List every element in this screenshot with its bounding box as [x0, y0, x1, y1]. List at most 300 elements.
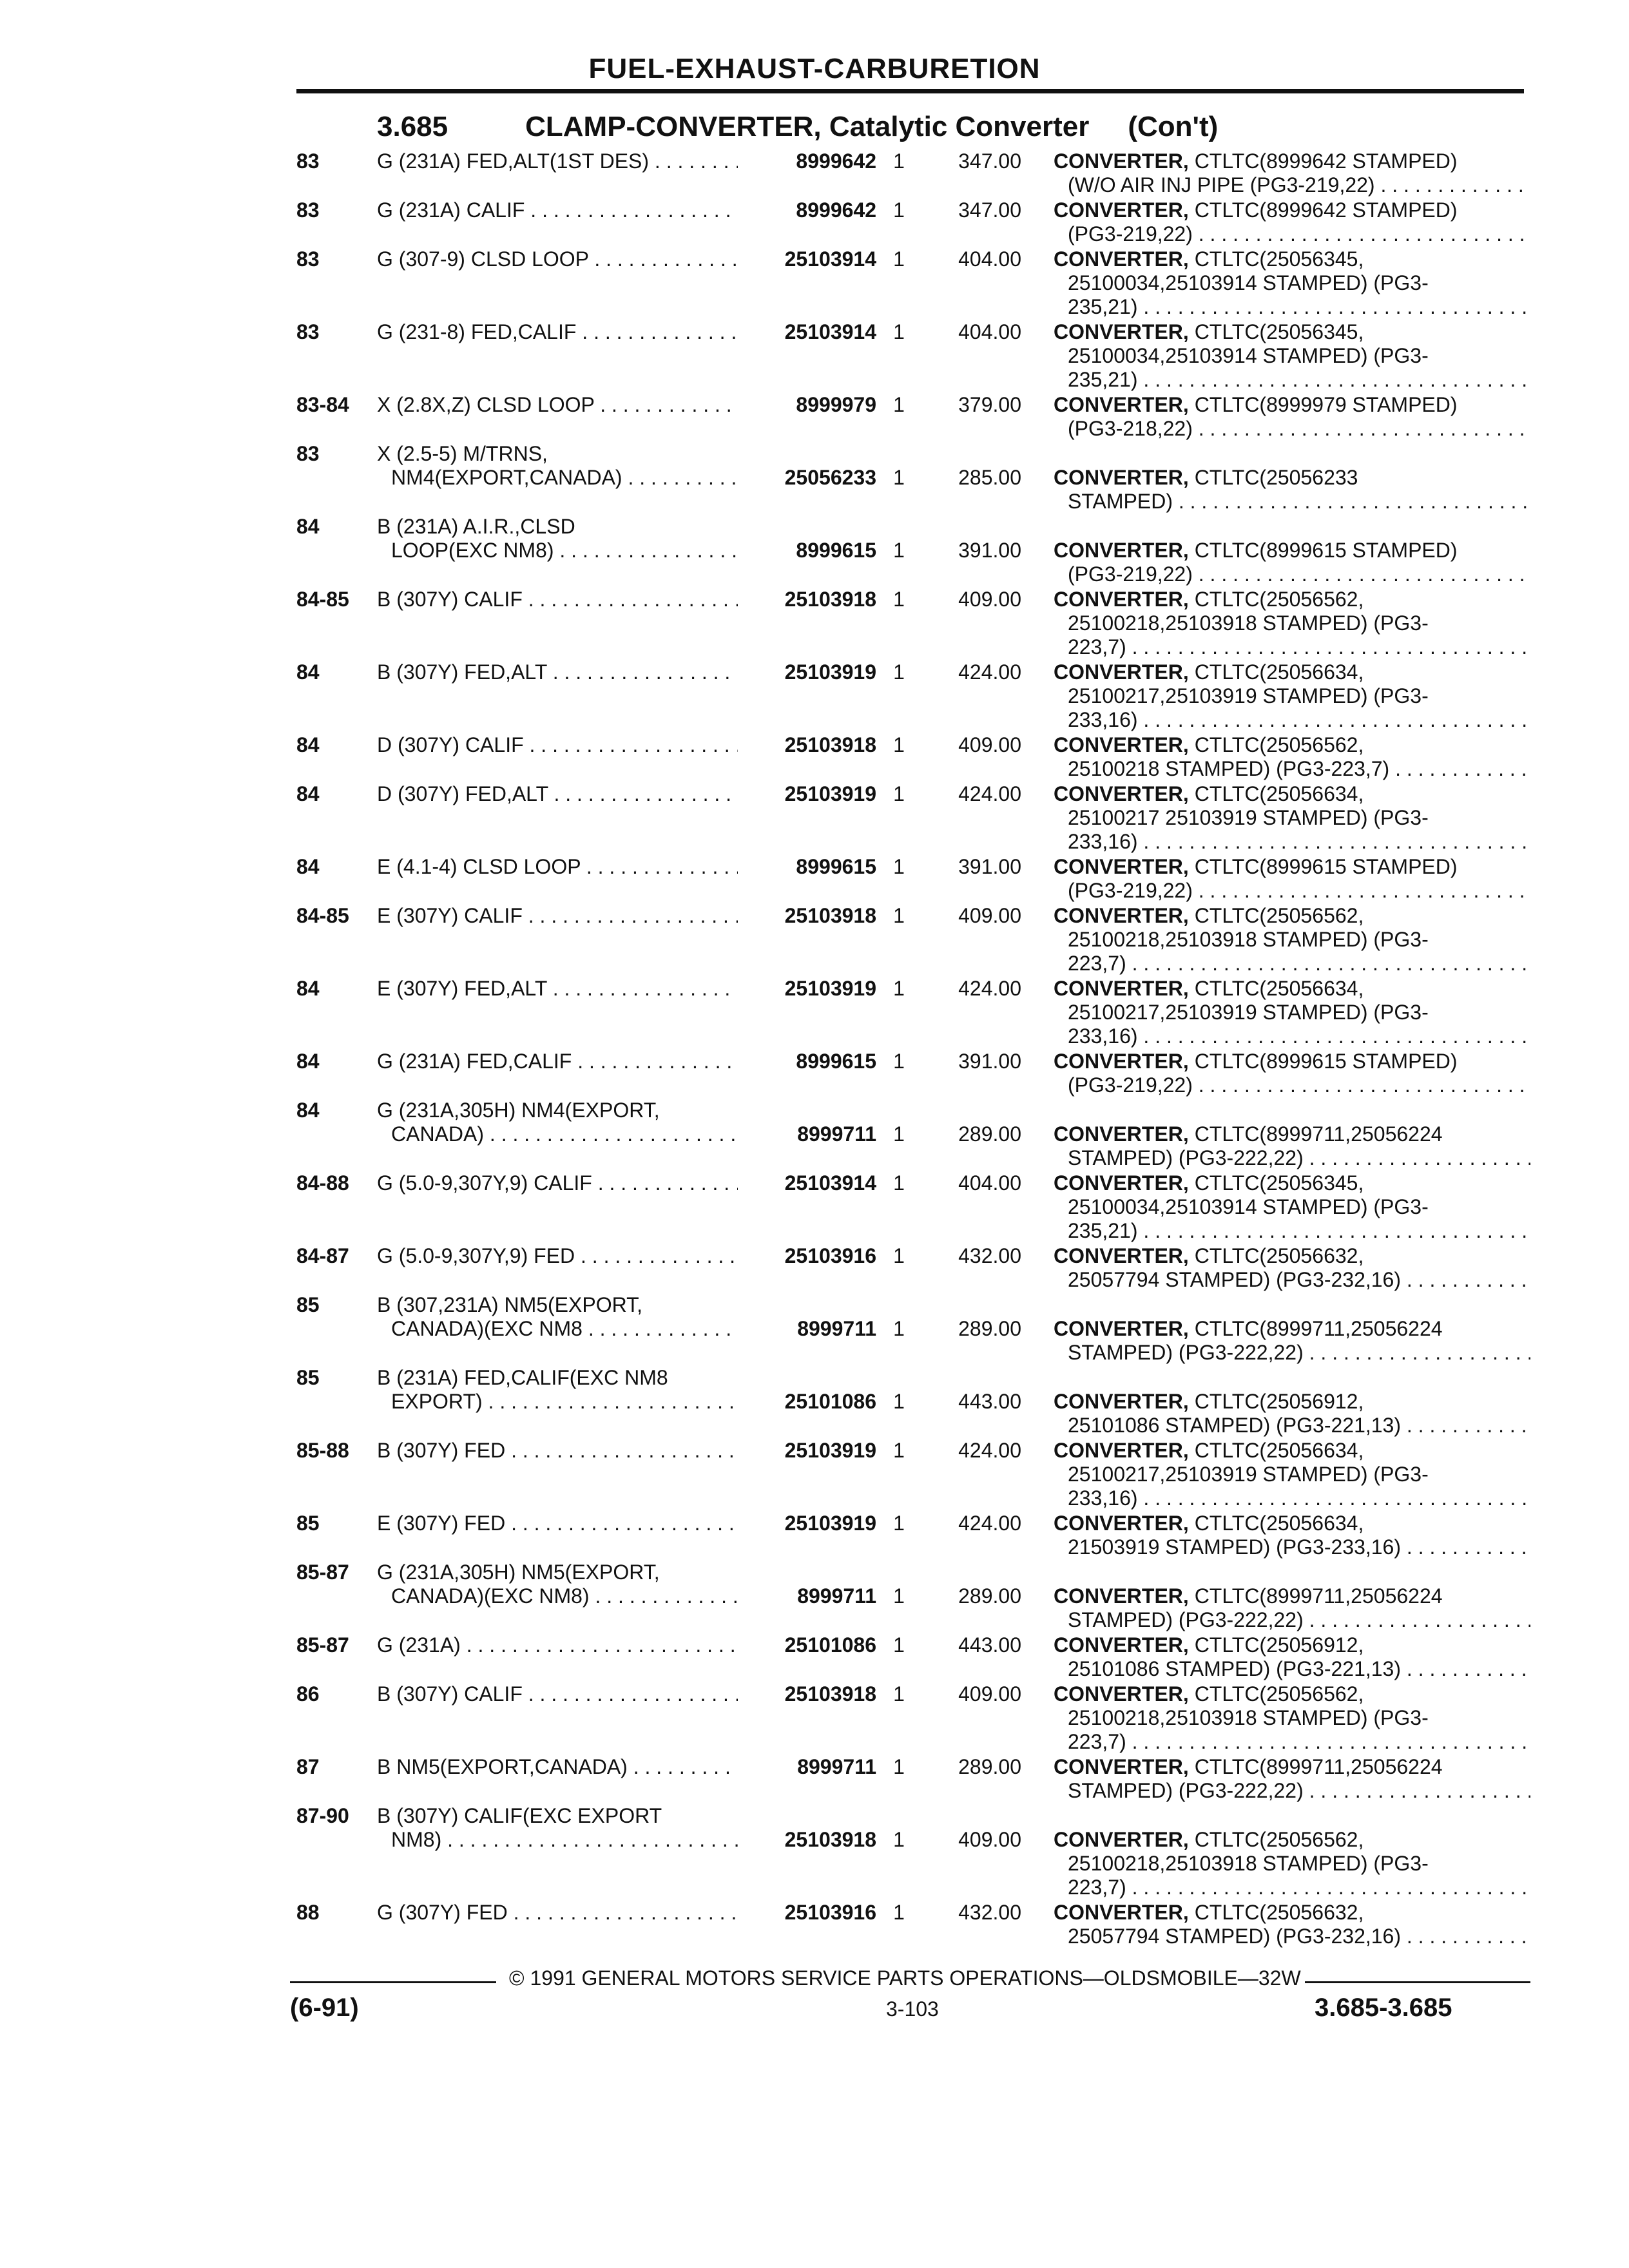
row-model	[377, 733, 738, 757]
description-label: CONVERTER,	[1054, 320, 1189, 343]
model-line: G (231A,305H) NM4(EXPORT,	[377, 1099, 660, 1122]
description-text: (W/O AIR INJ PIPE (PG3-219,22)	[1068, 173, 1375, 197]
row-description	[1054, 247, 1530, 319]
row-model	[377, 1171, 738, 1195]
description-label: CONVERTER,	[1054, 1050, 1189, 1073]
description-line: CTLTC(8999615 STAMPED)	[1194, 539, 1458, 562]
row-description	[1054, 1439, 1530, 1510]
row-year: 87-90	[296, 1804, 349, 1827]
row-price: 404.00	[958, 1171, 1021, 1195]
row-part-number: 8999979	[741, 393, 876, 417]
row-price: 347.00	[958, 198, 1021, 222]
row-year: 85	[296, 1512, 320, 1535]
model-line: B (307Y) CALIF(EXC EXPORT	[377, 1804, 662, 1827]
description-label: CONVERTER,	[1054, 393, 1189, 416]
row-description	[1054, 320, 1530, 392]
row-description	[1054, 198, 1530, 246]
description-line: CTLTC(25056912,	[1194, 1390, 1364, 1413]
description-line: CTLTC(8999642 STAMPED)	[1194, 149, 1458, 173]
row-description	[1054, 466, 1530, 514]
table-row	[296, 733, 1527, 781]
description-line: CTLTC(25056345,	[1194, 247, 1364, 271]
row-description	[1054, 904, 1530, 975]
description-line: CTLTC(25056634,	[1194, 977, 1364, 1000]
table-row	[296, 1293, 1527, 1364]
row-quantity: 1	[893, 977, 905, 1000]
row-part-number: 8999615	[741, 1050, 876, 1073]
description-line	[1054, 490, 1530, 514]
description-line	[1054, 806, 1530, 830]
section-number: 3.685	[377, 111, 448, 142]
description-label: CONVERTER,	[1054, 466, 1189, 489]
row-model	[377, 247, 738, 271]
row-price: 391.00	[958, 855, 1021, 878]
description-line	[1054, 1414, 1530, 1437]
footer-rule-right	[1305, 1981, 1530, 1983]
table-row	[296, 977, 1527, 1048]
row-part-number: 25103916	[741, 1901, 876, 1925]
row-description	[1054, 977, 1530, 1048]
description-text: 25100218,25103918 STAMPED) (PG3-	[1068, 611, 1429, 635]
description-line	[1054, 708, 1530, 732]
row-description	[1054, 1755, 1530, 1803]
row-quantity: 1	[893, 393, 905, 416]
row-quantity: 1	[893, 466, 905, 489]
row-year: 83-84	[296, 393, 349, 416]
row-part-number: 25103918	[741, 904, 876, 928]
row-price: 424.00	[958, 660, 1021, 684]
row-year: 84	[296, 1050, 320, 1073]
model-line: B NM5(EXPORT,CANADA) . . .	[377, 1755, 738, 1779]
row-quantity: 1	[893, 660, 905, 684]
row-part-number: 8999711	[741, 1755, 876, 1779]
row-description	[1054, 1682, 1530, 1754]
table-row	[296, 320, 1527, 392]
model-line: G (231A) CALIF . . .	[377, 198, 738, 222]
row-quantity: 1	[893, 1439, 905, 1462]
description-text: STAMPED) (PG3-222,22)	[1068, 1341, 1304, 1364]
description-label: CONVERTER,	[1054, 1171, 1189, 1195]
table-row	[296, 1171, 1527, 1243]
row-model	[377, 1633, 738, 1657]
description-text: STAMPED) (PG3-222,22)	[1068, 1608, 1304, 1631]
row-price: 404.00	[958, 247, 1021, 271]
row-description	[1054, 1828, 1530, 1899]
table-row	[296, 393, 1527, 441]
description-line: CTLTC(8999615 STAMPED)	[1194, 855, 1458, 878]
description-label: CONVERTER,	[1054, 198, 1189, 222]
row-part-number: 25103914	[741, 247, 876, 271]
description-line	[1054, 368, 1530, 392]
model-line: E (307Y) CALIF . . .	[377, 904, 738, 928]
row-description	[1054, 1317, 1530, 1365]
row-model	[377, 904, 738, 928]
description-line: CTLTC(25056562,	[1194, 904, 1364, 927]
row-model	[377, 977, 738, 1001]
model-line: B (307Y) CALIF . . .	[377, 588, 738, 611]
description-line: CTLTC(25056345,	[1194, 1171, 1364, 1195]
row-price: 285.00	[958, 466, 1021, 489]
description-line	[1054, 1608, 1530, 1632]
description-line	[1054, 562, 1530, 586]
model-line: B (307Y) FED . . .	[377, 1439, 738, 1463]
description-label: CONVERTER,	[1054, 1755, 1189, 1778]
description-label: CONVERTER,	[1054, 247, 1189, 271]
description-text: 223,7)	[1068, 1876, 1126, 1899]
description-line: CTLTC(25056562,	[1194, 1828, 1364, 1851]
description-text: 233,16)	[1068, 830, 1138, 853]
row-price: 391.00	[958, 539, 1021, 562]
model-line: G (231A) . . .	[377, 1633, 738, 1657]
description-label: CONVERTER,	[1054, 1439, 1189, 1462]
row-part-number: 8999615	[741, 539, 876, 562]
description-line	[1054, 879, 1530, 903]
description-label: CONVERTER,	[1054, 539, 1189, 562]
row-description	[1054, 660, 1530, 732]
description-label: CONVERTER,	[1054, 1828, 1189, 1851]
description-text: 235,21)	[1068, 1219, 1138, 1242]
table-row	[296, 1682, 1527, 1754]
row-year: 84	[296, 782, 320, 805]
row-quantity: 1	[893, 782, 905, 805]
table-row	[296, 198, 1527, 246]
section-continued: (Con't)	[1128, 111, 1219, 142]
description-label: CONVERTER,	[1054, 149, 1189, 173]
description-text: (PG3-219,22)	[1068, 222, 1193, 245]
row-year: 85-87	[296, 1633, 349, 1657]
row-year: 83	[296, 320, 320, 343]
row-quantity: 1	[893, 1584, 905, 1608]
row-year: 83	[296, 247, 320, 271]
model-line: CANADA) . . .	[377, 1122, 738, 1146]
row-year: 87	[296, 1755, 320, 1778]
description-text: (PG3-219,22)	[1068, 562, 1193, 586]
description-line	[1054, 295, 1530, 319]
row-price: 289.00	[958, 1755, 1021, 1778]
row-year: 84	[296, 515, 320, 538]
row-description	[1054, 1584, 1530, 1632]
description-line	[1054, 611, 1530, 635]
description-text: 233,16)	[1068, 1024, 1138, 1048]
model-line: D (307Y) FED,ALT . . .	[377, 782, 738, 806]
row-model	[377, 149, 738, 173]
description-line	[1054, 1463, 1530, 1486]
table-row	[296, 1050, 1527, 1097]
description-text: 223,7)	[1068, 1730, 1126, 1753]
row-year: 83	[296, 442, 320, 465]
table-row	[296, 1633, 1527, 1681]
description-text: 25101086 STAMPED) (PG3-221,13)	[1068, 1657, 1401, 1680]
row-price: 289.00	[958, 1584, 1021, 1608]
row-description	[1054, 149, 1530, 197]
row-part-number: 25101086	[741, 1390, 876, 1414]
row-quantity: 1	[893, 904, 905, 927]
row-quantity: 1	[893, 1633, 905, 1657]
row-model	[377, 1050, 738, 1073]
footer-rule-left	[290, 1981, 496, 1983]
row-part-number: 25103919	[741, 660, 876, 684]
row-year: 83	[296, 149, 320, 173]
row-part-number: 25103918	[741, 1682, 876, 1706]
description-text: 25101086 STAMPED) (PG3-221,13)	[1068, 1414, 1401, 1437]
description-text: 25100218,25103918 STAMPED) (PG3-	[1068, 1852, 1429, 1875]
row-year: 84	[296, 660, 320, 684]
row-price: 424.00	[958, 977, 1021, 1000]
row-price: 409.00	[958, 588, 1021, 611]
description-line: CTLTC(8999642 STAMPED)	[1194, 198, 1458, 222]
row-model	[377, 442, 738, 490]
description-label: CONVERTER,	[1054, 1901, 1189, 1924]
model-line: G (307Y) FED . . .	[377, 1901, 738, 1925]
model-line: B (231A) A.I.R.,CLSD	[377, 515, 575, 538]
row-year: 85	[296, 1366, 320, 1389]
table-row	[296, 855, 1527, 903]
description-line: CTLTC(8999711,25056224	[1194, 1317, 1443, 1340]
description-text: 235,21)	[1068, 295, 1138, 318]
description-label: CONVERTER,	[1054, 733, 1189, 756]
row-price: 391.00	[958, 1050, 1021, 1073]
description-line	[1054, 1706, 1530, 1730]
table-row	[296, 1755, 1527, 1803]
description-line	[1054, 344, 1530, 368]
model-line: CANADA)(EXC NM8 . . .	[377, 1317, 738, 1341]
description-line: CTLTC(25056634,	[1194, 782, 1364, 805]
description-text: 235,21)	[1068, 368, 1138, 391]
description-label: CONVERTER,	[1054, 977, 1189, 1000]
model-line: NM4(EXPORT,CANADA) . . .	[377, 466, 738, 490]
row-quantity: 1	[893, 1512, 905, 1535]
row-description	[1054, 782, 1530, 854]
row-part-number: 25103919	[741, 1439, 876, 1463]
description-text: 25057794 STAMPED) (PG3-232,16)	[1068, 1925, 1401, 1948]
table-row	[296, 1244, 1527, 1292]
row-price: 409.00	[958, 904, 1021, 927]
description-text: 233,16)	[1068, 708, 1138, 731]
row-year: 84-88	[296, 1171, 349, 1195]
model-line: B (307,231A) NM5(EXPORT,	[377, 1293, 643, 1316]
row-price: 443.00	[958, 1633, 1021, 1657]
row-description	[1054, 588, 1530, 659]
row-model	[377, 320, 738, 344]
description-line: CTLTC(8999615 STAMPED)	[1194, 1050, 1458, 1073]
description-line: CTLTC(25056634,	[1194, 1439, 1364, 1462]
model-line: E (307Y) FED . . .	[377, 1512, 738, 1535]
description-line: CTLTC(8999711,25056224	[1194, 1755, 1443, 1778]
row-price: 424.00	[958, 782, 1021, 805]
row-model	[377, 1439, 738, 1463]
footer-date: (6-91)	[290, 1994, 359, 2022]
row-price: 409.00	[958, 733, 1021, 756]
row-quantity: 1	[893, 1901, 905, 1924]
description-line	[1054, 635, 1530, 659]
description-text: 25100218,25103918 STAMPED) (PG3-	[1068, 1706, 1429, 1729]
description-line: CTLTC(8999711,25056224	[1194, 1122, 1443, 1146]
row-part-number: 25103919	[741, 782, 876, 806]
description-line	[1054, 1073, 1530, 1097]
row-part-number: 25103919	[741, 1512, 876, 1535]
row-description	[1054, 1512, 1530, 1559]
description-label: CONVERTER,	[1054, 782, 1189, 805]
row-year: 85	[296, 1293, 320, 1316]
description-line	[1054, 1876, 1530, 1899]
description-line	[1054, 1852, 1530, 1876]
row-quantity: 1	[893, 1682, 905, 1706]
row-model	[377, 1512, 738, 1535]
row-year: 84-85	[296, 588, 349, 611]
description-label: CONVERTER,	[1054, 1317, 1189, 1340]
row-part-number: 25103918	[741, 1828, 876, 1852]
description-line	[1054, 1146, 1530, 1170]
row-part-number: 8999711	[741, 1122, 876, 1146]
row-model	[377, 198, 738, 222]
description-line: CTLTC(25056345,	[1194, 320, 1364, 343]
description-line: CTLTC(25056233	[1194, 466, 1358, 489]
section-heading	[377, 111, 1218, 143]
row-description	[1054, 1901, 1530, 1948]
row-quantity: 1	[893, 1244, 905, 1267]
model-line: G (5.0-9,307Y,9) FED . . .	[377, 1244, 738, 1268]
description-label: CONVERTER,	[1054, 1244, 1189, 1267]
model-line: X (2.5-5) M/TRNS,	[377, 442, 548, 465]
description-line	[1054, 173, 1530, 197]
description-label: CONVERTER,	[1054, 855, 1189, 878]
description-text: 25100034,25103914 STAMPED) (PG3-	[1068, 271, 1429, 294]
row-quantity: 1	[893, 1050, 905, 1073]
row-year: 84	[296, 733, 320, 756]
model-line: X (2.8X,Z) CLSD LOOP . . .	[377, 393, 738, 417]
table-row	[296, 515, 1527, 586]
row-part-number: 8999711	[741, 1317, 876, 1341]
model-line: D (307Y) CALIF . . .	[377, 733, 738, 757]
row-price: 347.00	[958, 149, 1021, 173]
row-model	[377, 1755, 738, 1779]
row-model	[377, 515, 738, 562]
row-part-number: 25103914	[741, 1171, 876, 1195]
description-line	[1054, 1195, 1530, 1219]
model-line: B (231A) FED,CALIF(EXC NM8	[377, 1366, 668, 1389]
row-quantity: 1	[893, 1171, 905, 1195]
row-part-number: 25056233	[741, 466, 876, 490]
row-description	[1054, 733, 1530, 781]
row-year: 85-88	[296, 1439, 349, 1462]
model-line: G (307-9) CLSD LOOP . . .	[377, 247, 738, 271]
description-text: 223,7)	[1068, 635, 1126, 658]
description-line: CTLTC(25056634,	[1194, 660, 1364, 684]
table-row	[296, 1099, 1527, 1169]
description-text: STAMPED) (PG3-222,22)	[1068, 1146, 1304, 1169]
row-price: 289.00	[958, 1122, 1021, 1146]
model-line: NM8) . . .	[377, 1828, 738, 1852]
description-line	[1054, 1001, 1530, 1024]
table-row	[296, 660, 1527, 732]
description-line	[1054, 1535, 1530, 1559]
row-quantity: 1	[893, 1317, 905, 1340]
row-part-number: 25103918	[741, 733, 876, 757]
row-year: 84-85	[296, 904, 349, 927]
row-quantity: 1	[893, 247, 905, 271]
row-quantity: 1	[893, 1755, 905, 1778]
table-row	[296, 1366, 1527, 1437]
description-text: 25100218 STAMPED) (PG3-223,7)	[1068, 757, 1390, 780]
description-label: CONVERTER,	[1054, 660, 1189, 684]
row-model	[377, 588, 738, 611]
description-label: CONVERTER,	[1054, 1512, 1189, 1535]
description-line: CTLTC(25056562,	[1194, 588, 1364, 611]
row-model	[377, 1244, 738, 1268]
model-line: G (231A) FED,ALT(1ST DES) . . . . .	[377, 149, 738, 173]
row-model	[377, 1561, 738, 1608]
model-line: G (231A) FED,CALIF . . .	[377, 1050, 738, 1073]
description-line	[1054, 1268, 1530, 1292]
row-price: 424.00	[958, 1439, 1021, 1462]
model-line: LOOP(EXC NM8) . . .	[377, 539, 738, 562]
table-row	[296, 442, 1527, 513]
description-line	[1054, 952, 1530, 975]
row-model	[377, 660, 738, 684]
description-label: CONVERTER,	[1054, 588, 1189, 611]
description-text: 223,7)	[1068, 952, 1126, 975]
row-price: 432.00	[958, 1901, 1021, 1924]
row-description	[1054, 855, 1530, 903]
description-line	[1054, 757, 1530, 781]
row-quantity: 1	[893, 149, 905, 173]
row-quantity: 1	[893, 1390, 905, 1413]
row-price: 404.00	[958, 320, 1021, 343]
row-year: 84	[296, 977, 320, 1000]
row-year: 86	[296, 1682, 320, 1706]
row-quantity: 1	[893, 588, 905, 611]
description-line	[1054, 271, 1530, 295]
row-price: 289.00	[958, 1317, 1021, 1340]
row-model	[377, 1099, 738, 1146]
row-year: 84	[296, 1099, 320, 1122]
description-label: CONVERTER,	[1054, 1122, 1189, 1146]
row-price: 409.00	[958, 1828, 1021, 1851]
description-line	[1054, 1730, 1530, 1754]
description-line	[1054, 830, 1530, 854]
row-model	[377, 1804, 738, 1852]
model-line: EXPORT) . . .	[377, 1390, 738, 1414]
description-line	[1054, 1219, 1530, 1243]
description-line	[1054, 1486, 1530, 1510]
row-description	[1054, 1050, 1530, 1097]
row-price: 432.00	[958, 1244, 1021, 1267]
description-line: CTLTC(8999979 STAMPED)	[1194, 393, 1458, 416]
model-line: G (5.0-9,307Y,9) CALIF . . .	[377, 1171, 738, 1195]
model-line: E (4.1-4) CLSD LOOP . . .	[377, 855, 738, 879]
description-label: CONVERTER,	[1054, 1390, 1189, 1413]
description-line: CTLTC(25056912,	[1194, 1633, 1364, 1657]
row-part-number: 8999642	[741, 198, 876, 222]
row-model	[377, 782, 738, 806]
description-line: CTLTC(25056634,	[1194, 1512, 1364, 1535]
row-part-number: 25103919	[741, 977, 876, 1001]
row-description	[1054, 1122, 1530, 1170]
row-quantity: 1	[893, 320, 905, 343]
row-part-number: 8999642	[741, 149, 876, 173]
description-text: STAMPED) (PG3-222,22)	[1068, 1779, 1304, 1802]
page-header-title: FUEL-EXHAUST-CARBURETION	[588, 53, 1041, 84]
row-price: 379.00	[958, 393, 1021, 416]
footer-copyright: © 1991 GENERAL MOTORS SERVICE PARTS OPERATIONS—OLDSMOBILE—32W	[509, 1966, 1301, 1990]
row-part-number: 8999711	[741, 1584, 876, 1608]
row-description	[1054, 1633, 1530, 1681]
description-label: CONVERTER,	[1054, 1584, 1189, 1608]
table-row	[296, 1512, 1527, 1559]
description-line: CTLTC(25056632,	[1194, 1901, 1364, 1924]
description-text: STAMPED)	[1068, 490, 1173, 513]
description-text: 25057794 STAMPED) (PG3-232,16)	[1068, 1268, 1401, 1291]
